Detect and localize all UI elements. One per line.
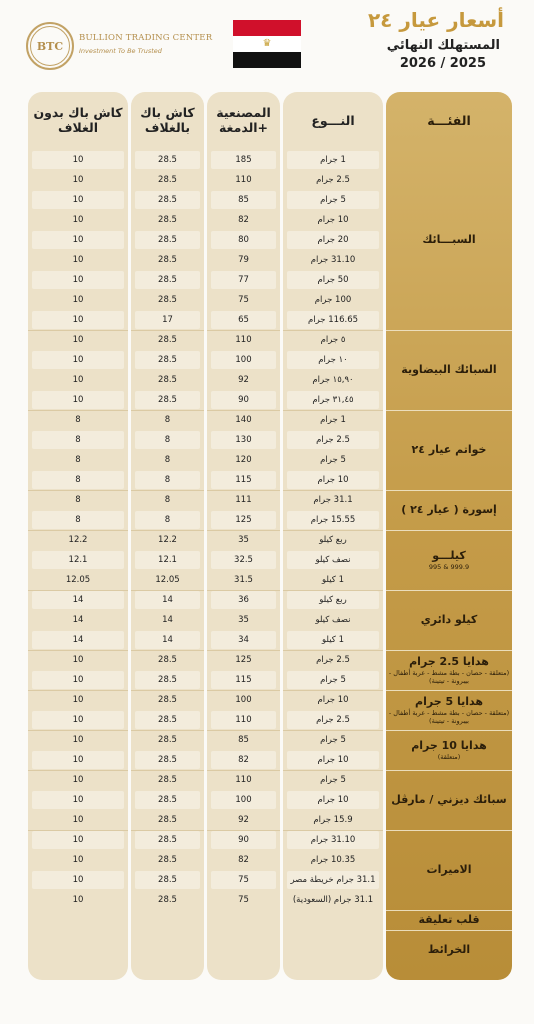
cashback-nocover-cell: 10 bbox=[72, 695, 84, 705]
manufacturing-cell: 75 bbox=[238, 895, 249, 905]
manufacturing-cell: 82 bbox=[211, 751, 276, 769]
type-header: النـــوع bbox=[311, 112, 355, 128]
group-separator bbox=[207, 530, 280, 531]
group-separator bbox=[28, 770, 128, 771]
type-cell: 15.55 جرام bbox=[287, 511, 379, 529]
cashback-nocover-cell: 10 bbox=[32, 311, 124, 329]
type-cell: 10 جرام bbox=[287, 751, 379, 769]
cashback-cover-cell: 28.5 bbox=[158, 255, 177, 265]
brand-tagline: Investment To Be Trusted bbox=[79, 47, 162, 55]
category-column bbox=[386, 92, 512, 980]
category-name: هدايا 5 جرام bbox=[415, 695, 483, 708]
category-name: خواتم عيار ٢٤ bbox=[411, 443, 487, 456]
cashback-cover-cell: 28.5 bbox=[158, 175, 177, 185]
manufacturing-cell: 90 bbox=[211, 391, 276, 409]
type-cell: 5 جرام bbox=[320, 735, 346, 745]
cashback-nocover-cell: 8 bbox=[75, 415, 81, 425]
category-name: سبائك ديزني / مارڤل bbox=[391, 793, 507, 806]
category-label bbox=[386, 330, 512, 410]
group-separator bbox=[28, 730, 128, 731]
type-cell: ٥ جرام bbox=[320, 335, 346, 345]
group-separator bbox=[28, 410, 128, 411]
manufacturing-cell: 85 bbox=[238, 735, 249, 745]
manufacturing-cell: 85 bbox=[211, 191, 276, 209]
type-cell: 31.10 جرام bbox=[287, 831, 379, 849]
group-separator bbox=[131, 530, 204, 531]
manufacturing-cell: 31.5 bbox=[234, 575, 253, 585]
cashback-cover-cell: 12.2 bbox=[158, 535, 177, 545]
cashback-nocover-cell: 8 bbox=[32, 431, 124, 449]
type-cell: ربع كيلو bbox=[287, 591, 379, 609]
cashback-nocover-cell: 10 bbox=[72, 775, 84, 785]
category-separator bbox=[386, 730, 512, 731]
manufacturing-cell: 125 bbox=[211, 511, 276, 529]
category-note: 999.9 & 995 bbox=[428, 563, 470, 571]
category-separator bbox=[386, 650, 512, 651]
group-separator bbox=[207, 490, 280, 491]
page-header bbox=[0, 0, 534, 80]
manufacturing-cell: 120 bbox=[235, 455, 252, 465]
cashback-nocover-cell: 10 bbox=[32, 791, 124, 809]
category-name: هدايا 10 جرام bbox=[411, 739, 487, 752]
category-name: كيلو دائري bbox=[420, 613, 478, 626]
cashback-nocover-cell: 10 bbox=[72, 295, 84, 305]
cashback-cover-cell: 8 bbox=[135, 511, 200, 529]
type-cell: 31.1 جرام خريطة مصر bbox=[287, 871, 379, 889]
group-separator bbox=[283, 330, 383, 331]
cashback-cover-cell: 28.5 bbox=[135, 231, 200, 249]
type-cell: 10 جرام bbox=[287, 471, 379, 489]
cashback-nocover-cell: 14 bbox=[32, 631, 124, 649]
cashback-cover-header: كاش باك بالغلاف bbox=[140, 105, 195, 135]
manufacturing-cell: 110 bbox=[211, 711, 276, 729]
type-cell: ١٥,٩٠ جرام bbox=[312, 375, 354, 385]
cashback-cover-cell: 14 bbox=[135, 631, 200, 649]
cashback-cover-cell: 8 bbox=[164, 495, 171, 505]
cashback-nocover-cell: 10 bbox=[32, 191, 124, 209]
cashback-cover-cell: 28.5 bbox=[135, 831, 200, 849]
type-cell: 116.65 جرام bbox=[287, 311, 379, 329]
cashback-nocover-cell: 10 bbox=[32, 671, 124, 689]
group-separator bbox=[207, 590, 280, 591]
cashback-nocover-cell: 12.1 bbox=[32, 551, 124, 569]
cashback-cover-cell: 8 bbox=[164, 415, 171, 425]
manufacturing-cell: 75 bbox=[211, 871, 276, 889]
cashback-cover-cell: 28.5 bbox=[135, 711, 200, 729]
type-cell: 1 كيلو bbox=[322, 575, 344, 585]
group-separator bbox=[131, 490, 204, 491]
category-label bbox=[386, 830, 512, 910]
manufacturing-cell: 77 bbox=[211, 271, 276, 289]
manufacturing-cell: 82 bbox=[238, 855, 249, 865]
type-cell: 2.5 جرام bbox=[287, 711, 379, 729]
group-separator bbox=[131, 830, 204, 831]
cashback-nocover-cell: 8 bbox=[75, 495, 81, 505]
group-separator bbox=[283, 830, 383, 831]
group-separator bbox=[283, 590, 383, 591]
group-separator bbox=[283, 410, 383, 411]
cashback-nocover-cell: 10 bbox=[72, 375, 84, 385]
type-column bbox=[283, 92, 383, 980]
type-cell: 1 جرام bbox=[287, 151, 379, 169]
group-separator bbox=[207, 410, 280, 411]
type-cell: 2.5 جرام bbox=[287, 431, 379, 449]
type-cell: نصف كيلو bbox=[315, 615, 351, 625]
category-separator bbox=[386, 770, 512, 771]
manufacturing-cell: 140 bbox=[235, 415, 252, 425]
category-label bbox=[386, 410, 512, 490]
category-name: إسورة ( عيار ٢٤ ) bbox=[401, 503, 497, 516]
manufacturing-cell: 82 bbox=[238, 215, 249, 225]
cashback-cover-cell: 8 bbox=[135, 431, 200, 449]
cashback-nocover-cell: 10 bbox=[72, 175, 84, 185]
cashback-nocover-cell: 12.05 bbox=[65, 575, 91, 585]
cashback-nocover-cell: 8 bbox=[75, 455, 81, 465]
group-separator bbox=[131, 410, 204, 411]
group-separator bbox=[207, 770, 280, 771]
cashback-nocover-cell: 10 bbox=[72, 895, 84, 905]
type-cell: 20 جرام bbox=[287, 231, 379, 249]
manufacturing-cell: 125 bbox=[235, 655, 252, 665]
cashback-cover-cell: 28.5 bbox=[158, 895, 177, 905]
cashback-nocover-cell: 10 bbox=[32, 351, 124, 369]
cashback-cover-cell: 28.5 bbox=[158, 815, 177, 825]
category-note: (متعلقة - حصان - بطة مشط - عربة أطفال - بيبرونة - تيتينة) bbox=[388, 709, 510, 725]
cashback-cover-cell: 28.5 bbox=[158, 335, 177, 345]
type-cell: ٣١,٤٥ جرام bbox=[287, 391, 379, 409]
btc-logo bbox=[26, 22, 74, 70]
category-label bbox=[386, 730, 512, 770]
category-label bbox=[386, 690, 512, 730]
group-separator bbox=[207, 830, 280, 831]
cashback-cover-cell: 14 bbox=[162, 615, 173, 625]
group-separator bbox=[131, 770, 204, 771]
manufacturing-cell: 75 bbox=[238, 295, 249, 305]
cashback-nocover-cell: 8 bbox=[32, 471, 124, 489]
manufacturing-cell: 110 bbox=[235, 335, 252, 345]
category-separator bbox=[386, 490, 512, 491]
cashback-cover-cell: 17 bbox=[135, 311, 200, 329]
type-cell: 5 جرام bbox=[287, 191, 379, 209]
manufacturing-cell: 35 bbox=[238, 535, 249, 545]
manufacturing-cell: 130 bbox=[211, 431, 276, 449]
group-separator bbox=[28, 530, 128, 531]
group-separator bbox=[283, 730, 383, 731]
manufacturing-cell: 111 bbox=[235, 495, 252, 505]
type-cell: 31.1 جرام (السعودية) bbox=[292, 895, 374, 905]
category-name: كيلـــو bbox=[432, 549, 466, 562]
group-separator bbox=[131, 590, 204, 591]
cashback-nocover-cell: 10 bbox=[32, 391, 124, 409]
manufacturing-cell: 35 bbox=[238, 615, 249, 625]
group-separator bbox=[283, 490, 383, 491]
category-label bbox=[386, 150, 512, 330]
manufacturing-cell: 90 bbox=[211, 831, 276, 849]
cashback-cover-cell: 28.5 bbox=[135, 391, 200, 409]
group-separator bbox=[207, 730, 280, 731]
cashback-cover-cell: 8 bbox=[164, 455, 171, 465]
category-note: (متعلقة) bbox=[437, 753, 461, 761]
cashback-cover-cell: 28.5 bbox=[135, 871, 200, 889]
manufacturing-cell: 115 bbox=[211, 671, 276, 689]
type-cell: 31.10 جرام bbox=[310, 255, 356, 265]
manufacturing-cell: 36 bbox=[211, 591, 276, 609]
manufacturing-cell: 92 bbox=[238, 375, 249, 385]
cashback-nocover-column bbox=[28, 92, 128, 980]
category-separator bbox=[386, 410, 512, 411]
category-label bbox=[386, 770, 512, 830]
group-separator bbox=[28, 490, 128, 491]
type-cell: ١٠ جرام bbox=[287, 351, 379, 369]
cashback-nocover-cell: 10 bbox=[72, 655, 84, 665]
type-cell: 5 جرام bbox=[320, 775, 346, 785]
cashback-nocover-header: كاش باك بدون الغلاف bbox=[33, 105, 123, 135]
type-cell: 1 كيلو bbox=[287, 631, 379, 649]
group-separator bbox=[28, 650, 128, 651]
category-name: قلب تعليقة bbox=[418, 913, 480, 926]
category-separator bbox=[386, 830, 512, 831]
group-separator bbox=[131, 730, 204, 731]
cashback-nocover-cell: 10 bbox=[72, 215, 84, 225]
type-cell: 10 جرام bbox=[317, 215, 349, 225]
type-cell: 10.35 جرام bbox=[310, 855, 356, 865]
cashback-cover-cell: 28.5 bbox=[158, 775, 177, 785]
group-separator bbox=[283, 770, 383, 771]
category-label bbox=[386, 530, 512, 590]
cashback-nocover-cell: 10 bbox=[32, 271, 124, 289]
type-cell: ربع كيلو bbox=[319, 535, 347, 545]
cashback-cover-cell: 28.5 bbox=[158, 695, 177, 705]
group-separator bbox=[131, 690, 204, 691]
type-cell: 50 جرام bbox=[287, 271, 379, 289]
type-cell: 1 جرام bbox=[320, 415, 346, 425]
cashback-cover-cell: 28.5 bbox=[158, 655, 177, 665]
category-note: (متعلقة - حصان - بطة مشط - عربة أطفال - بيبرونة - تيتينة) bbox=[388, 669, 510, 685]
category-name: الاميرات bbox=[426, 863, 472, 876]
manufacturing-cell: 32.5 bbox=[211, 551, 276, 569]
cashback-nocover-cell: 10 bbox=[32, 831, 124, 849]
type-cell: نصف كيلو bbox=[287, 551, 379, 569]
cashback-cover-column bbox=[131, 92, 204, 980]
cashback-nocover-cell: 10 bbox=[72, 855, 84, 865]
type-cell: 2.5 جرام bbox=[316, 655, 350, 665]
category-name: السبـــائك bbox=[422, 233, 476, 246]
group-separator bbox=[283, 530, 383, 531]
cashback-cover-cell: 8 bbox=[135, 471, 200, 489]
category-name: الخرائط bbox=[427, 943, 471, 956]
manufacturing-cell: 79 bbox=[238, 255, 249, 265]
manufacturing-cell: 34 bbox=[211, 631, 276, 649]
group-separator bbox=[28, 690, 128, 691]
cashback-cover-cell: 28.5 bbox=[135, 151, 200, 169]
cashback-nocover-cell: 10 bbox=[32, 151, 124, 169]
manufacturing-cell: 65 bbox=[211, 311, 276, 329]
cashback-cover-cell: 28.5 bbox=[135, 751, 200, 769]
cashback-nocover-cell: 10 bbox=[72, 255, 84, 265]
category-separator bbox=[386, 590, 512, 591]
cashback-cover-cell: 28.5 bbox=[158, 855, 177, 865]
type-cell: 15.9 جرام bbox=[313, 815, 353, 825]
cashback-nocover-cell: 12.2 bbox=[68, 535, 88, 545]
category-label bbox=[386, 910, 512, 930]
cashback-cover-cell: 28.5 bbox=[135, 191, 200, 209]
category-name: هدايا 2.5 جرام bbox=[409, 655, 489, 668]
group-separator bbox=[131, 330, 204, 331]
cashback-nocover-cell: 10 bbox=[32, 751, 124, 769]
category-label bbox=[386, 590, 512, 650]
cashback-nocover-cell: 10 bbox=[72, 335, 84, 345]
cashback-nocover-cell: 10 bbox=[72, 735, 84, 745]
manufacturing-header: المصنعية +الدمغة bbox=[216, 105, 271, 135]
group-separator bbox=[28, 590, 128, 591]
cashback-cover-cell: 28.5 bbox=[158, 295, 177, 305]
logo-text: BTC bbox=[30, 26, 70, 66]
cashback-cover-cell: 28.5 bbox=[158, 215, 177, 225]
manufacturing-cell: 100 bbox=[211, 351, 276, 369]
group-separator bbox=[28, 830, 128, 831]
type-cell: 31.1 جرام bbox=[313, 495, 353, 505]
brand-name: BULLION TRADING CENTER bbox=[79, 33, 213, 43]
manufacturing-cell: 115 bbox=[211, 471, 276, 489]
category-separator bbox=[386, 530, 512, 531]
category-separator bbox=[386, 930, 512, 931]
manufacturing-cell: 100 bbox=[211, 791, 276, 809]
egypt-flag-icon: ♛ bbox=[233, 20, 301, 68]
cashback-nocover-cell: 10 bbox=[32, 871, 124, 889]
cashback-cover-cell: 28.5 bbox=[158, 735, 177, 745]
group-separator bbox=[207, 330, 280, 331]
cashback-cover-cell: 14 bbox=[135, 591, 200, 609]
cashback-cover-cell: 28.5 bbox=[135, 671, 200, 689]
category-header: الفئـــة bbox=[427, 112, 471, 128]
group-separator bbox=[283, 690, 383, 691]
group-separator bbox=[131, 650, 204, 651]
type-cell: 5 جرام bbox=[287, 671, 379, 689]
cashback-cover-cell: 12.05 bbox=[155, 575, 180, 585]
type-cell: 10 جرام bbox=[287, 791, 379, 809]
type-cell: 5 جرام bbox=[320, 455, 346, 465]
manufacturing-cell: 110 bbox=[235, 775, 252, 785]
cashback-nocover-cell: 14 bbox=[32, 591, 124, 609]
page-subtitle: المستهلك النهائي bbox=[386, 38, 500, 53]
manufacturing-cell: 92 bbox=[238, 815, 249, 825]
category-label bbox=[386, 490, 512, 530]
category-separator bbox=[386, 690, 512, 691]
cashback-cover-cell: 28.5 bbox=[135, 351, 200, 369]
page-year: 2026 / 2025 bbox=[399, 56, 486, 71]
group-separator bbox=[207, 650, 280, 651]
cashback-cover-cell: 12.1 bbox=[135, 551, 200, 569]
manufacturing-cell: 110 bbox=[235, 175, 252, 185]
type-cell: 100 جرام bbox=[314, 295, 352, 305]
cashback-cover-cell: 28.5 bbox=[135, 271, 200, 289]
type-cell: 10 جرام bbox=[317, 695, 349, 705]
manufacturing-column bbox=[207, 92, 280, 980]
page-title: أسعار عيار ٢٤ bbox=[367, 8, 504, 32]
type-cell: 2.5 جرام bbox=[316, 175, 350, 185]
cashback-cover-cell: 28.5 bbox=[135, 791, 200, 809]
cashback-nocover-cell: 10 bbox=[32, 711, 124, 729]
manufacturing-cell: 185 bbox=[211, 151, 276, 169]
cashback-nocover-cell: 8 bbox=[32, 511, 124, 529]
manufacturing-cell: 80 bbox=[211, 231, 276, 249]
cashback-nocover-cell: 10 bbox=[72, 815, 84, 825]
group-separator bbox=[283, 650, 383, 651]
cashback-cover-cell: 28.5 bbox=[158, 375, 177, 385]
category-label bbox=[386, 930, 512, 970]
group-separator bbox=[28, 330, 128, 331]
category-separator bbox=[386, 330, 512, 331]
category-label bbox=[386, 650, 512, 690]
manufacturing-cell: 100 bbox=[235, 695, 252, 705]
cashback-nocover-cell: 14 bbox=[72, 615, 84, 625]
category-separator bbox=[386, 910, 512, 911]
cashback-nocover-cell: 10 bbox=[32, 231, 124, 249]
group-separator bbox=[207, 690, 280, 691]
category-name: السبائك البيضاوية bbox=[401, 363, 497, 376]
